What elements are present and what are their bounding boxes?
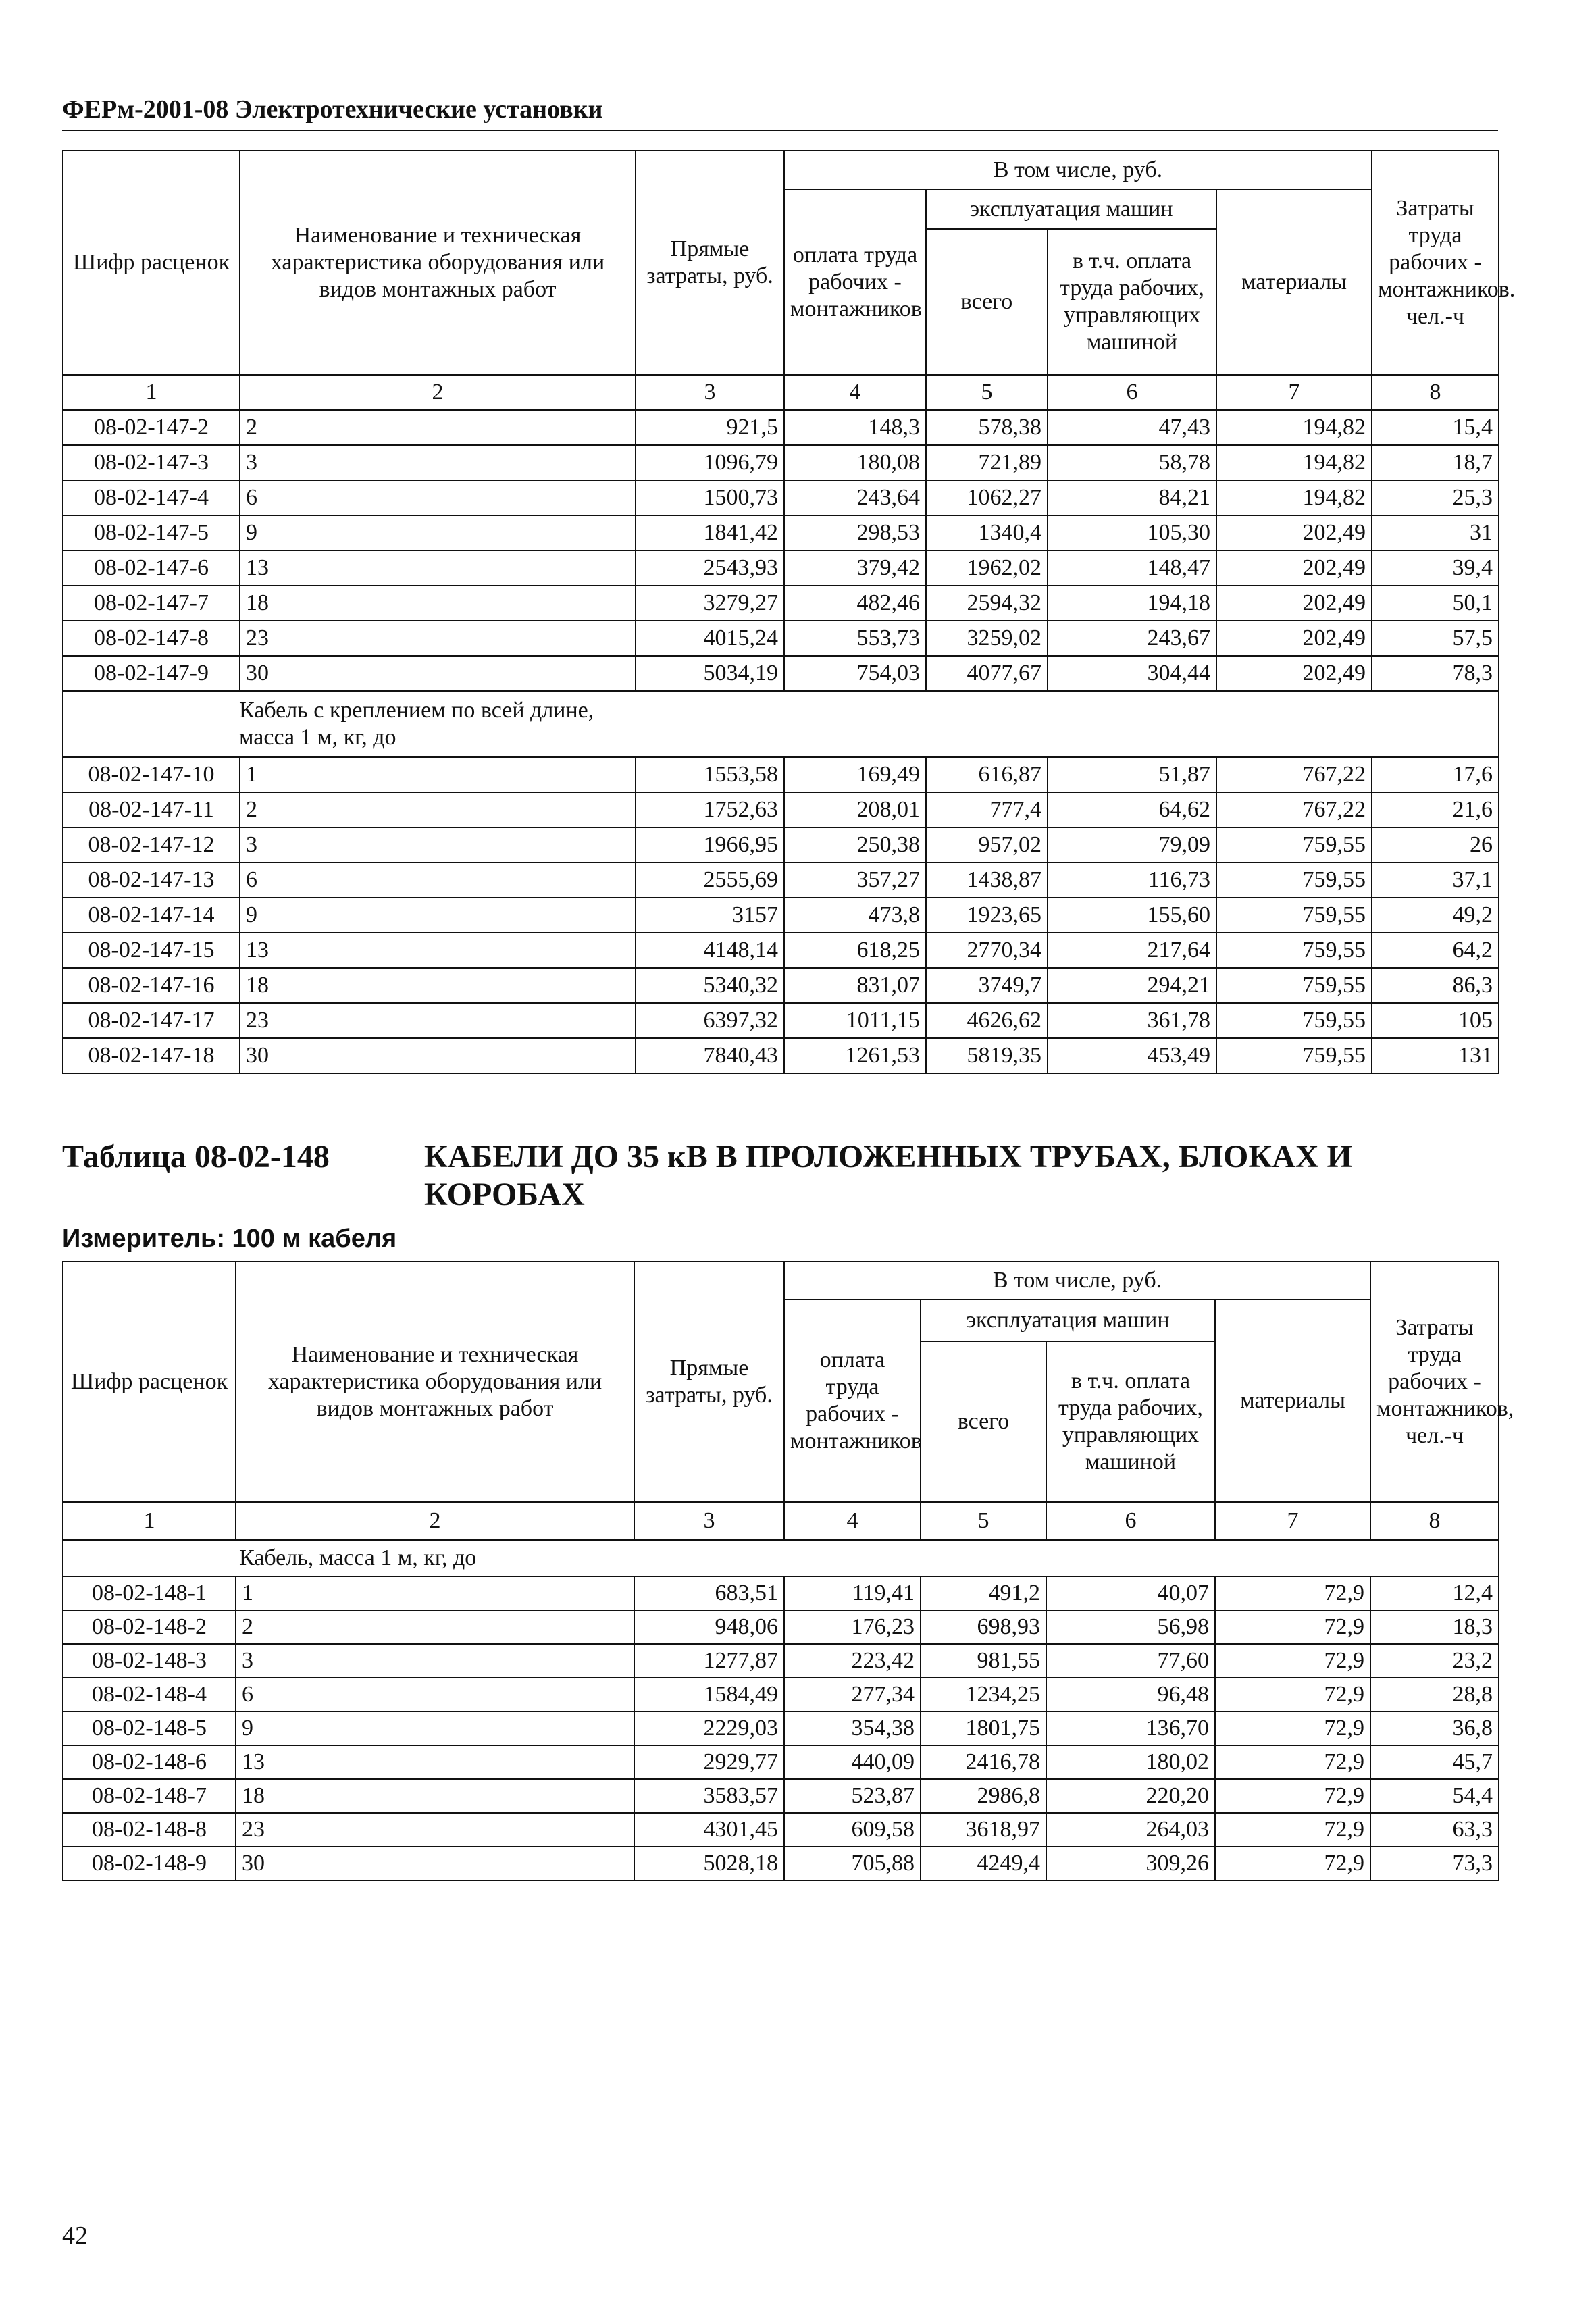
unit-of-measure: Измеритель: 100 м кабеля (62, 1225, 397, 1253)
value-cell: 202,49 (1216, 621, 1372, 656)
value-cell: 79,09 (1048, 827, 1216, 863)
col-number: 7 (1216, 375, 1372, 410)
value-cell: 2929,77 (634, 1745, 784, 1779)
value-cell: 767,22 (1216, 792, 1372, 827)
table-row (63, 1644, 1499, 1678)
value-cell: 759,55 (1216, 1038, 1372, 1073)
value-cell: 1438,87 (926, 863, 1048, 898)
rate-code-cell: 08-02-148-7 (63, 1779, 236, 1813)
value-cell: 981,55 (921, 1644, 1046, 1678)
value-cell: 54,4 (1370, 1779, 1499, 1813)
value-cell: 12,4 (1370, 1576, 1499, 1610)
col-number: 7 (1215, 1502, 1370, 1540)
col-number: 2 (240, 375, 636, 410)
value-cell: 15,4 (1372, 410, 1499, 445)
value-cell: 2555,69 (636, 863, 784, 898)
value-cell: 767,22 (1216, 757, 1372, 792)
value-cell: 202,49 (1216, 586, 1372, 621)
parameter-cell: 23 (236, 1813, 634, 1847)
value-cell: 169,49 (784, 757, 926, 792)
value-cell: 298,53 (784, 515, 926, 550)
table-body (63, 757, 1499, 1073)
col-header-labor: оплата труда рабочих - монтажников (784, 190, 926, 375)
parameter-cell: 18 (236, 1779, 634, 1813)
value-cell: 7840,43 (636, 1038, 784, 1073)
col-header-hours: Затраты труда рабочих - монтажников, чел.-ч (1370, 1262, 1499, 1502)
value-cell: 40,07 (1046, 1576, 1215, 1610)
section-label: Кабель, масса 1 м, кг, до (63, 1540, 1499, 1576)
value-cell: 77,60 (1046, 1644, 1215, 1678)
rates-table-08-02-148 (62, 1261, 1514, 1881)
value-cell: 3583,57 (634, 1779, 784, 1813)
parameter-cell: 2 (240, 410, 636, 445)
value-cell: 194,82 (1216, 480, 1372, 515)
value-cell: 721,89 (926, 445, 1048, 480)
parameter-cell: 30 (236, 1847, 634, 1880)
rate-code-cell: 08-02-148-8 (63, 1813, 236, 1847)
rate-code-cell: 08-02-147-18 (63, 1038, 240, 1073)
rates-table-08-02-147 (62, 150, 1516, 1074)
value-cell: 220,20 (1046, 1779, 1215, 1813)
value-cell: 1584,49 (634, 1678, 784, 1712)
value-cell: 2986,8 (921, 1779, 1046, 1813)
table-row (63, 1813, 1499, 1847)
col-header-machines-total: всего (921, 1341, 1046, 1502)
col-header-code: Шифр расценок (63, 1262, 236, 1502)
rate-code-cell: 08-02-147-8 (63, 621, 240, 656)
value-cell: 63,3 (1370, 1813, 1499, 1847)
table-row (63, 1678, 1499, 1712)
value-cell: 176,23 (784, 1610, 921, 1644)
table-row (63, 656, 1499, 691)
value-cell: 1500,73 (636, 480, 784, 515)
parameter-cell: 23 (240, 621, 636, 656)
col-number: 4 (784, 1502, 921, 1540)
parameter-cell: 9 (236, 1712, 634, 1745)
value-cell: 194,18 (1048, 586, 1216, 621)
value-cell: 37,1 (1372, 863, 1499, 898)
value-cell: 754,03 (784, 656, 926, 691)
value-cell: 56,98 (1046, 1610, 1215, 1644)
value-cell: 223,42 (784, 1644, 921, 1678)
rate-code-cell: 08-02-147-4 (63, 480, 240, 515)
parameter-cell: 6 (236, 1678, 634, 1712)
value-cell: 58,78 (1048, 445, 1216, 480)
col-header-materials: материалы (1215, 1300, 1370, 1502)
rate-code-cell: 08-02-147-2 (63, 410, 240, 445)
value-cell: 1011,15 (784, 1003, 926, 1038)
table-title (62, 1138, 1498, 1214)
value-cell: 31 (1372, 515, 1499, 550)
col-number: 5 (926, 375, 1048, 410)
value-cell: 1752,63 (636, 792, 784, 827)
value-cell: 759,55 (1216, 968, 1372, 1003)
table-row (63, 1610, 1499, 1644)
value-cell: 202,49 (1216, 656, 1372, 691)
value-cell: 86,3 (1372, 968, 1499, 1003)
value-cell: 72,9 (1215, 1847, 1370, 1880)
col-number: 3 (636, 375, 784, 410)
value-cell: 51,87 (1048, 757, 1216, 792)
value-cell: 73,3 (1370, 1847, 1499, 1880)
parameter-cell: 9 (240, 515, 636, 550)
value-cell: 119,41 (784, 1576, 921, 1610)
value-cell: 3618,97 (921, 1813, 1046, 1847)
value-cell: 1340,4 (926, 515, 1048, 550)
value-cell: 683,51 (634, 1576, 784, 1610)
value-cell: 4249,4 (921, 1847, 1046, 1880)
value-cell: 491,2 (921, 1576, 1046, 1610)
value-cell: 3749,7 (926, 968, 1048, 1003)
value-cell: 105 (1372, 1003, 1499, 1038)
col-header-direct: Прямые затраты, руб. (636, 151, 784, 375)
value-cell: 18,3 (1370, 1610, 1499, 1644)
value-cell: 78,3 (1372, 656, 1499, 691)
value-cell: 64,62 (1048, 792, 1216, 827)
value-cell: 2543,93 (636, 550, 784, 586)
value-cell: 1062,27 (926, 480, 1048, 515)
parameter-cell: 3 (240, 445, 636, 480)
table-row (63, 827, 1499, 863)
col-number: 4 (784, 375, 926, 410)
rate-code-cell: 08-02-147-13 (63, 863, 240, 898)
value-cell: 105,30 (1048, 515, 1216, 550)
value-cell: 5340,32 (636, 968, 784, 1003)
parameter-cell: 13 (240, 933, 636, 968)
table-section (63, 1540, 1499, 1576)
value-cell: 3259,02 (926, 621, 1048, 656)
parameter-cell: 23 (240, 1003, 636, 1038)
value-cell: 1801,75 (921, 1712, 1046, 1745)
rate-code-cell: 08-02-148-2 (63, 1610, 236, 1644)
value-cell: 5034,19 (636, 656, 784, 691)
value-cell: 148,47 (1048, 550, 1216, 586)
table-row (63, 550, 1499, 586)
value-cell: 45,7 (1370, 1745, 1499, 1779)
value-cell: 49,2 (1372, 898, 1499, 933)
parameter-cell: 6 (240, 480, 636, 515)
value-cell: 759,55 (1216, 827, 1372, 863)
value-cell: 921,5 (636, 410, 784, 445)
value-cell: 354,38 (784, 1712, 921, 1745)
value-cell: 2770,34 (926, 933, 1048, 968)
value-cell: 3279,27 (636, 586, 784, 621)
value-cell: 2229,03 (634, 1712, 784, 1745)
col-number: 1 (63, 1502, 236, 1540)
table-body (63, 410, 1499, 691)
value-cell: 47,43 (1048, 410, 1216, 445)
parameter-cell: 18 (240, 586, 636, 621)
table-row (63, 1779, 1499, 1813)
value-cell: 72,9 (1215, 1678, 1370, 1712)
rate-code-cell: 08-02-147-10 (63, 757, 240, 792)
value-cell: 957,02 (926, 827, 1048, 863)
rate-code-cell: 08-02-147-11 (63, 792, 240, 827)
value-cell: 23,2 (1370, 1644, 1499, 1678)
col-header-name: Наименование и техническая характеристика оборудования или видов монтажных работ (240, 151, 636, 375)
value-cell: 440,09 (784, 1745, 921, 1779)
value-cell: 277,34 (784, 1678, 921, 1712)
value-cell: 6397,32 (636, 1003, 784, 1038)
value-cell: 618,25 (784, 933, 926, 968)
value-cell: 4015,24 (636, 621, 784, 656)
value-cell: 294,21 (1048, 968, 1216, 1003)
section-label: Кабель с креплением по всей длине, масса 1 м, кг, до (63, 691, 1499, 757)
col-header-machines: эксплуатация машин (926, 190, 1216, 229)
table-row (63, 968, 1499, 1003)
table-row (63, 1712, 1499, 1745)
parameter-cell: 30 (240, 656, 636, 691)
value-cell: 39,4 (1372, 550, 1499, 586)
value-cell: 304,44 (1048, 656, 1216, 691)
value-cell: 116,73 (1048, 863, 1216, 898)
value-cell: 180,08 (784, 445, 926, 480)
col-header-machines: эксплуатация машин (921, 1300, 1215, 1341)
rate-code-cell: 08-02-147-5 (63, 515, 240, 550)
value-cell: 4301,45 (634, 1813, 784, 1847)
value-cell: 243,64 (784, 480, 926, 515)
value-cell: 21,6 (1372, 792, 1499, 827)
value-cell: 25,3 (1372, 480, 1499, 515)
col-number: 2 (236, 1502, 634, 1540)
rate-code-cell: 08-02-147-9 (63, 656, 240, 691)
value-cell: 1841,42 (636, 515, 784, 550)
value-cell: 2416,78 (921, 1745, 1046, 1779)
value-cell: 84,21 (1048, 480, 1216, 515)
value-cell: 72,9 (1215, 1745, 1370, 1779)
value-cell: 208,01 (784, 792, 926, 827)
value-cell: 2594,32 (926, 586, 1048, 621)
parameter-cell: 2 (236, 1610, 634, 1644)
value-cell: 4077,67 (926, 656, 1048, 691)
value-cell: 453,49 (1048, 1038, 1216, 1073)
col-number: 5 (921, 1502, 1046, 1540)
rate-code-cell: 08-02-147-14 (63, 898, 240, 933)
value-cell: 194,82 (1216, 410, 1372, 445)
parameter-cell: 9 (240, 898, 636, 933)
parameter-cell: 6 (240, 863, 636, 898)
value-cell: 948,06 (634, 1610, 784, 1644)
value-cell: 523,87 (784, 1779, 921, 1813)
table-row (63, 933, 1499, 968)
value-cell: 1923,65 (926, 898, 1048, 933)
value-cell: 759,55 (1216, 933, 1372, 968)
table-row (63, 1847, 1499, 1880)
table-row (63, 1003, 1499, 1038)
rate-code-cell: 08-02-147-15 (63, 933, 240, 968)
parameter-cell: 1 (240, 757, 636, 792)
value-cell: 4148,14 (636, 933, 784, 968)
parameter-cell: 13 (236, 1745, 634, 1779)
value-cell: 155,60 (1048, 898, 1216, 933)
value-cell: 243,67 (1048, 621, 1216, 656)
value-cell: 831,07 (784, 968, 926, 1003)
value-cell: 264,03 (1046, 1813, 1215, 1847)
value-cell: 578,38 (926, 410, 1048, 445)
value-cell: 131 (1372, 1038, 1499, 1073)
value-cell: 698,93 (921, 1610, 1046, 1644)
col-number: 3 (634, 1502, 784, 1540)
value-cell: 96,48 (1046, 1678, 1215, 1712)
value-cell: 18,7 (1372, 445, 1499, 480)
value-cell: 1553,58 (636, 757, 784, 792)
value-cell: 5028,18 (634, 1847, 784, 1880)
value-cell: 777,4 (926, 792, 1048, 827)
table-row (63, 757, 1499, 792)
rate-code-cell: 08-02-148-5 (63, 1712, 236, 1745)
value-cell: 357,27 (784, 863, 926, 898)
running-header: ФЕРм-2001-08 Электротехнические установки (62, 95, 1498, 131)
value-cell: 17,6 (1372, 757, 1499, 792)
col-number: 8 (1372, 375, 1499, 410)
col-number: 6 (1046, 1502, 1215, 1540)
rate-code-cell: 08-02-147-17 (63, 1003, 240, 1038)
table-row (63, 1745, 1499, 1779)
rate-code-cell: 08-02-148-3 (63, 1644, 236, 1678)
value-cell: 4626,62 (926, 1003, 1048, 1038)
value-cell: 5819,35 (926, 1038, 1048, 1073)
parameter-cell: 30 (240, 1038, 636, 1073)
value-cell: 202,49 (1216, 550, 1372, 586)
rate-code-cell: 08-02-147-3 (63, 445, 240, 480)
value-cell: 361,78 (1048, 1003, 1216, 1038)
table-row (63, 621, 1499, 656)
value-cell: 202,49 (1216, 515, 1372, 550)
value-cell: 180,02 (1046, 1745, 1215, 1779)
parameter-cell: 3 (236, 1644, 634, 1678)
value-cell: 379,42 (784, 550, 926, 586)
page-number: 42 (62, 2221, 88, 2250)
value-cell: 553,73 (784, 621, 926, 656)
rate-code-cell: 08-02-147-7 (63, 586, 240, 621)
value-cell: 1966,95 (636, 827, 784, 863)
table-row (63, 445, 1499, 480)
value-cell: 50,1 (1372, 586, 1499, 621)
table-name: КАБЕЛИ ДО 35 кВ В ПРОЛОЖЕННЫХ ТРУБАХ, БЛОКАХ И КОРОБАХ (424, 1139, 1352, 1212)
value-cell: 759,55 (1216, 863, 1372, 898)
parameter-cell: 3 (240, 827, 636, 863)
value-cell: 1261,53 (784, 1038, 926, 1073)
table-number: Таблица 08-02-148 (62, 1139, 330, 1175)
value-cell: 64,2 (1372, 933, 1499, 968)
value-cell: 759,55 (1216, 1003, 1372, 1038)
value-cell: 36,8 (1370, 1712, 1499, 1745)
rate-code-cell: 08-02-147-12 (63, 827, 240, 863)
col-header-materials: материалы (1216, 190, 1372, 375)
value-cell: 759,55 (1216, 898, 1372, 933)
value-cell: 26 (1372, 827, 1499, 863)
value-cell: 148,3 (784, 410, 926, 445)
table-row (63, 863, 1499, 898)
value-cell: 28,8 (1370, 1678, 1499, 1712)
value-cell: 136,70 (1046, 1712, 1215, 1745)
table-row (63, 1038, 1499, 1073)
value-cell: 194,82 (1216, 445, 1372, 480)
table-section (63, 691, 1499, 757)
parameter-cell: 18 (240, 968, 636, 1003)
col-header-name: Наименование и техническая характеристика оборудования или видов монтажных работ (236, 1262, 634, 1502)
parameter-cell: 2 (240, 792, 636, 827)
value-cell: 217,64 (1048, 933, 1216, 968)
col-header-machines-labor: в т.ч. оплата труда рабочих, управляющих машиной (1048, 229, 1216, 375)
col-number: 1 (63, 375, 240, 410)
table-row (63, 898, 1499, 933)
rate-code-cell: 08-02-148-6 (63, 1745, 236, 1779)
table-row (63, 586, 1499, 621)
value-cell: 3157 (636, 898, 784, 933)
rate-code-cell: 08-02-147-6 (63, 550, 240, 586)
value-cell: 72,9 (1215, 1610, 1370, 1644)
rate-code-cell: 08-02-148-9 (63, 1847, 236, 1880)
rate-code-cell: 08-02-148-1 (63, 1576, 236, 1610)
value-cell: 1962,02 (926, 550, 1048, 586)
table-row (63, 480, 1499, 515)
value-cell: 705,88 (784, 1847, 921, 1880)
col-header-machines-labor: в т.ч. оплата труда рабочих, управляющих машиной (1046, 1341, 1215, 1502)
value-cell: 473,8 (784, 898, 926, 933)
value-cell: 309,26 (1046, 1847, 1215, 1880)
parameter-cell: 13 (240, 550, 636, 586)
rate-code-cell: 08-02-147-16 (63, 968, 240, 1003)
value-cell: 72,9 (1215, 1712, 1370, 1745)
value-cell: 72,9 (1215, 1813, 1370, 1847)
col-header-code: Шифр расценок (63, 151, 240, 375)
table-body (63, 1576, 1499, 1880)
value-cell: 72,9 (1215, 1576, 1370, 1610)
value-cell: 482,46 (784, 586, 926, 621)
value-cell: 72,9 (1215, 1779, 1370, 1813)
table-row (63, 410, 1499, 445)
value-cell: 616,87 (926, 757, 1048, 792)
col-number: 6 (1048, 375, 1216, 410)
value-cell: 609,58 (784, 1813, 921, 1847)
rate-code-cell: 08-02-148-4 (63, 1678, 236, 1712)
col-number: 8 (1370, 1502, 1499, 1540)
col-header-labor: оплата труда рабочих - монтажников (784, 1300, 921, 1502)
table-row (63, 515, 1499, 550)
value-cell: 1096,79 (636, 445, 784, 480)
col-header-incl: В том числе, руб. (784, 151, 1372, 190)
value-cell: 250,38 (784, 827, 926, 863)
col-header-incl: В том числе, руб. (784, 1262, 1370, 1300)
table-row (63, 792, 1499, 827)
col-header-direct: Прямые затраты, руб. (634, 1262, 784, 1502)
table-row (63, 1576, 1499, 1610)
value-cell: 1277,87 (634, 1644, 784, 1678)
col-header-hours: Затраты труда рабочих - монтажников. чел.-ч (1372, 151, 1499, 375)
value-cell: 1234,25 (921, 1678, 1046, 1712)
value-cell: 57,5 (1372, 621, 1499, 656)
col-header-machines-total: всего (926, 229, 1048, 375)
parameter-cell: 1 (236, 1576, 634, 1610)
value-cell: 72,9 (1215, 1644, 1370, 1678)
